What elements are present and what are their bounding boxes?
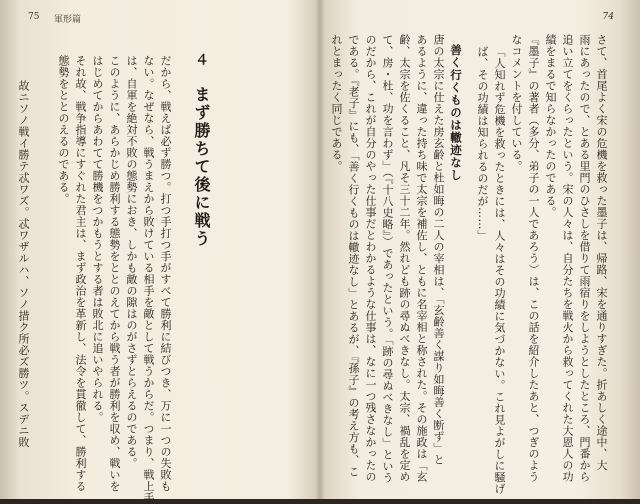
page-number: 75 — [28, 12, 40, 22]
body-line: 『墨子』の著者（多分、弟子の一人であろう）は、この話を紹介したあと、つぎのよう — [527, 34, 540, 483]
body-line: 唐の太宗に仕えた房玄齢と杜如晦の二人の宰相は、「玄齢善く謀り如晦善く断ず」と — [432, 34, 445, 466]
chapter-title: 軍形篇 — [54, 15, 82, 25]
body-line: なコメントを付している。 — [510, 34, 523, 172]
body-line: 態勢をととのえるのである。 — [57, 55, 70, 205]
body-line: 追い立てをくらったという。宋の人々は、自分たちを戦火から救ってくれた大恩人の功 — [561, 34, 574, 483]
body-line: このように、あらかじめ勝利する態勢をととのえてから戦う者が勝利を収め、戦いを — [108, 55, 121, 492]
left-page — [0, 0, 318, 504]
body-text-1 — [508, 34, 610, 483]
body-line: 績をまるで知らなかったのである。 — [544, 34, 557, 218]
quote-line: 「人知れず危機を救ったときには、人々はその功績に気づかない。これ見よがしに騒げ — [493, 46, 506, 495]
quote-line: ば、その功績は知られるのだが……」 — [476, 46, 489, 242]
body-line: さて、首尾よく宋の危機を救った墨子は、帰路、宋を通りすぎた。折あしく途中、大 — [595, 34, 608, 471]
body-text — [55, 55, 174, 504]
body-line: て、房・杜、功を言わず」（『十八史略』）であったという。「跡の尋ぬべきなし」という — [381, 34, 394, 484]
body-line: だから、戦えば必ず勝つ。打つ手打つ手がすべて勝利に結びつき、万に一つの失敗も — [159, 55, 172, 492]
body-line: 雨にあったので、とある里門のひさしを借りて雨宿りをしようとしたところ、門番から — [578, 34, 591, 483]
quote-text — [474, 46, 508, 495]
subheading: 善く行くものは轍迹なし — [449, 44, 463, 182]
kanbun-line: 故ニソノ戦イ勝テ忒ワズ。忒ワザルハ、ソノ措ク所必ズ勝ツ。スデニ敗 — [17, 80, 30, 448]
section-heading — [190, 52, 213, 248]
body-line: は、自軍を絶対不敗の態勢におき、しかも敵の隙はのがさずとらえるのである。 — [125, 55, 138, 469]
page-number: 74 — [602, 12, 614, 22]
section-number: ４ — [193, 52, 209, 68]
body-line: はじめてからあわてて勝機をつかもうとする者は敗北に追いやられる。 — [91, 55, 104, 423]
section-title: まず勝ちて後に戦う — [192, 86, 211, 248]
kanbun-text — [15, 80, 32, 480]
body-line: のだから、これが自分のやった仕事だとわかるような仕事は、なに一つ残さなかったの — [364, 34, 377, 483]
body-line: れとまったく同じである。 — [330, 34, 343, 172]
body-line: 齢、太宗を佐くること、凡そ三十二年。然れども跡の尋ぬべきなし。太宗、禍乱を定め — [398, 34, 411, 483]
body-line: ない。なぜなら、戦うまえから敗けている相手を敵として戦うからだ。つまり、戦上手 — [142, 55, 155, 504]
body-line: である。『老子』にも、「善く行くものは轍迹なし」とあるが、『孫子』の考え方も、こ — [347, 34, 360, 478]
body-line: あるように、違った持ち味で太宗を補佐し、ともに名宰相と称された。その施政は「玄 — [415, 34, 428, 483]
body-text-2 — [328, 34, 447, 484]
body-line: それ故、戦争指導にすぐれた君主は、まず政治を革新し、法令を貫徹して、勝利する — [74, 55, 87, 492]
right-page — [322, 0, 640, 499]
